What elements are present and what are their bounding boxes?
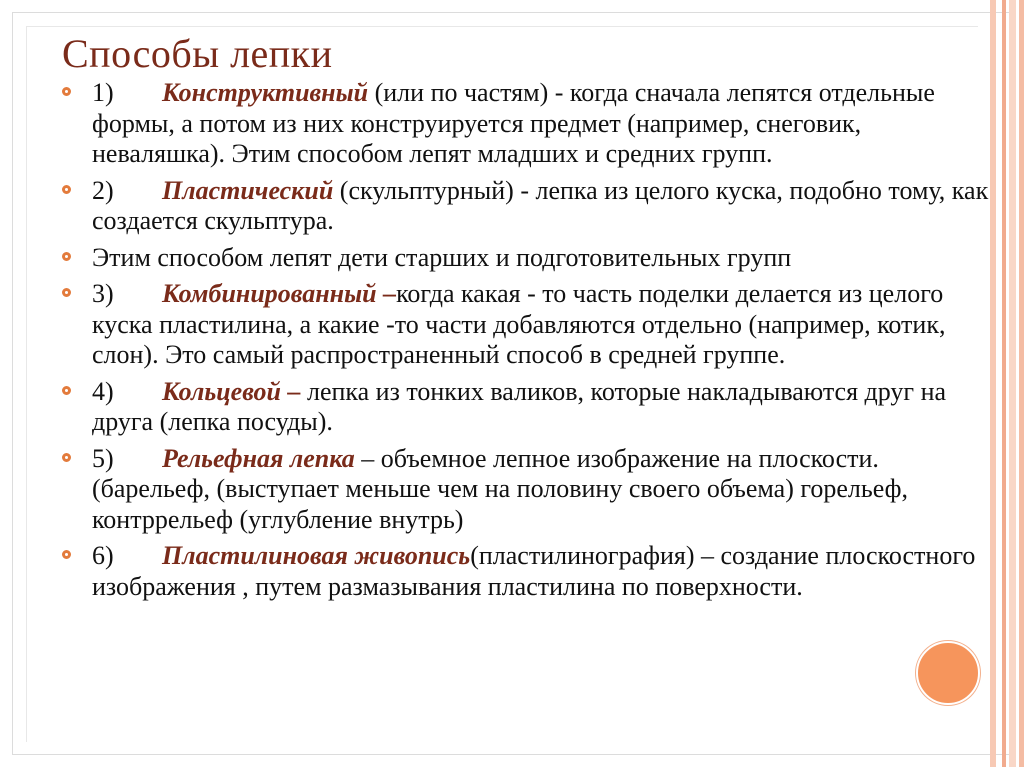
item-number: 1) [92, 78, 114, 107]
decorative-circle [916, 641, 980, 705]
item-text: Этим способом лепят дети старших и подготовительных групп [92, 242, 792, 272]
item-text: когда какая - то часть поделки делается из целого куска пластилина, а какие -то части добавляются отдельно (например, котик, слон). Это самый распространенный способ в средней группе. [92, 279, 946, 369]
list-item [62, 444, 992, 536]
list-item [62, 377, 992, 438]
stripe [1002, 0, 1006, 767]
list-item [62, 243, 992, 274]
item-text: (или по частям) - когда сначала лепятся отдельные формы, а потом из них конструируется предмет (например, снеговик, неваляшка). Этим способом лепят младших и средних групп. [92, 78, 935, 168]
item-term: Кольцевой – [162, 376, 301, 406]
list-item [62, 279, 992, 371]
list-item [62, 176, 992, 237]
item-text: – объемное лепное изображение на плоскости. (барельеф, (выступает меньше чем на половину своего объема) горельеф, контррельеф (углубление внутрь) [92, 443, 908, 534]
item-text: (скульптурный) - лепка из целого куска, подобно тому, как создается скульптура. [92, 175, 989, 235]
bullet-icon [62, 252, 71, 261]
bullet-icon [62, 386, 71, 395]
bullet-icon [62, 288, 71, 297]
item-term: Пластический [162, 175, 334, 205]
bullet-icon [62, 185, 71, 194]
slide-title: Способы лепки [62, 31, 333, 76]
item-term: Рельефная лепка [162, 443, 355, 473]
list-item [62, 541, 992, 602]
item-term: Пластилиновая живопись [162, 541, 471, 570]
bullet-icon [62, 453, 71, 462]
item-number: 4) [92, 376, 114, 406]
bullet-icon [62, 550, 71, 559]
stripe [1019, 0, 1024, 767]
item-text: (пластилинография) – создание плоскостного изображения , путем размазывания пластилина по поверхности. [92, 541, 976, 601]
bullet-icon [62, 87, 71, 96]
list-item [62, 78, 992, 170]
stripe [1009, 0, 1016, 767]
item-text: лепка из тонких валиков, которые накладываются друг на друга (лепка посуды). [92, 376, 947, 436]
item-term: Конструктивный [162, 78, 369, 107]
item-number: 6) [92, 541, 114, 570]
item-number: 5) [92, 443, 114, 473]
bullet-list [62, 78, 992, 608]
item-number: 2) [92, 175, 114, 205]
item-number: 3) [92, 279, 114, 308]
item-term: Комбинированный – [162, 279, 397, 308]
